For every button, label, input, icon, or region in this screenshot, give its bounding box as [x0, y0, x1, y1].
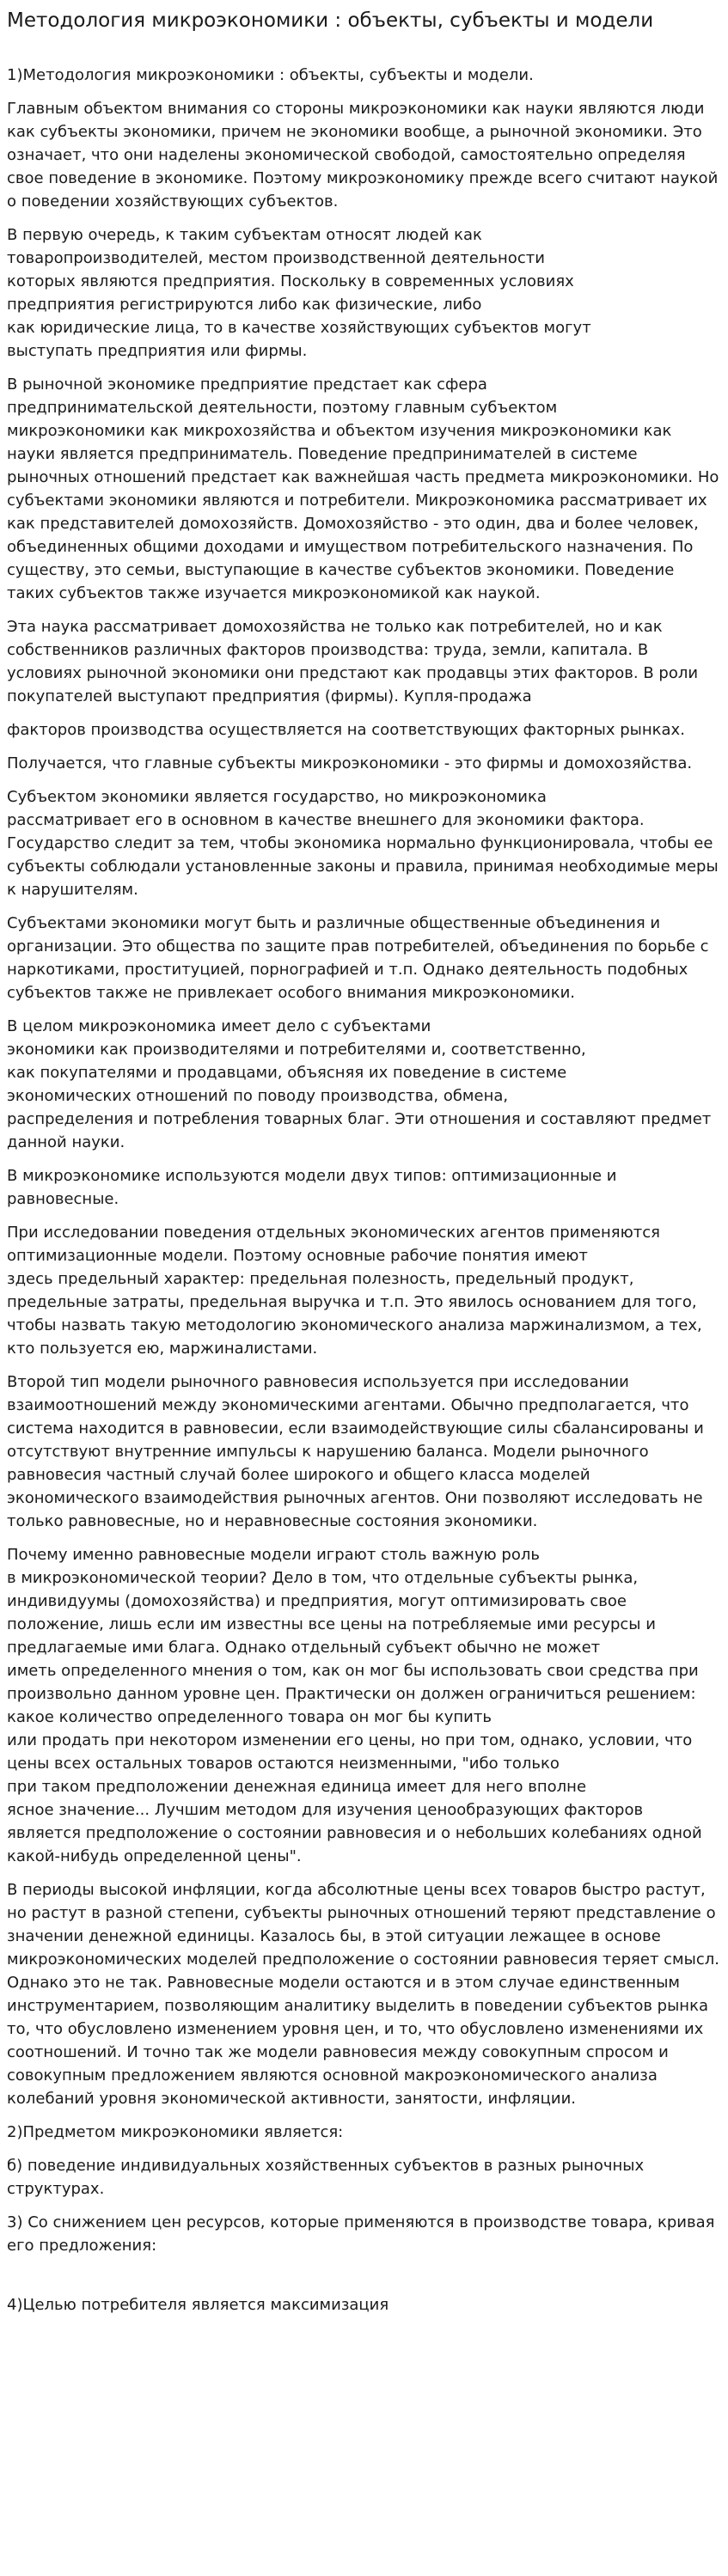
- paragraph-state: Субъектом экономики является государство, но микроэкономика рассматривает его в основном в качестве внешнего для экономики фактора. Государство следит за тем, чтобы экономика нормально функционировала, чтобы ее субъекты соблюдали установленные законы и правила, принимая необходимые меры к нарушителям.: [7, 788, 719, 899]
- paragraph-model-types: В микроэкономике используются модели двух типов: оптимизационные и равновесные.: [7, 1167, 617, 1208]
- paragraph-public-organizations: Субъектами экономики могут быть и различные общественные объединения и организации. Это общества по защите прав потребителей, объединения по борьбе с наркотиками, проституцией, порнографией и т.п. Однако деятельность подобных субъектов также не привлекает особого внимания микроэкономики.: [7, 914, 709, 1002]
- paragraph-question-4: 4)Целью потребителя является максимизация: [7, 2296, 389, 2314]
- paragraph-why-equilibrium: Почему именно равновесные модели играют столь важную роль в микроэкономической теории? Дело в том, что отдельные субъекты рынка, индивидуумы (домохозяйства) и предприятия, могут оптимизировать свое положение, лишь если им известны все цены на потребляемые ими ресурсы и предлагаемые ими блага. Однако отдельный субъект обычно не может иметь определенного мнения о том, как он мог бы использовать свои средства при произвольно данном уровне цен. Практически он должен ограничиться решением: какое количество определенного товара он мог бы купить или продать при некотором изменении его цены, но при том, однако, условии, что цены всех остальных товаров остаются неизменными, "ибо только при таком предположении денежная единица имеет для него вполне ясное значение... Лучшим методом для изучения ценообразующих факторов является предположение о состоянии равновесия и о небольших колебаниях одной какой-нибудь определенной цены".: [7, 1546, 702, 1865]
- paragraph-entrepreneur: В рыночной экономике предприятие предстает как сфера предпринимательской деятельности, поэтому главным субъектом микроэкономики как микрохозяйства и объектом изучения микроэкономики как науки является предприниматель. Поведение предпринимателей в системе рыночных отношений предстает как важнейшая часть предмета микроэкономики. Но субъектами экономики являются и потребители. Микроэкономика рассматривает их как представителей домохозяйств. Домохозяйство - это один, два и более человек, объединенных общими доходами и имуществом потребительского назначения. По существу, это семьи, выступающие в качестве субъектов экономики. Поведение таких субъектов также изучается микроэкономикой как наукой.: [7, 375, 719, 602]
- paragraph-question-3: 3) Со снижением цен ресурсов, которые применяются в производстве товара, кривая его предложения:: [7, 2213, 715, 2255]
- paragraph-inflation: В периоды высокой инфляции, когда абсолютные цены всех товаров быстро растут, но растут в разной степени, субъекты рыночных отношений теряют представление о значении денежной единицы. Казалось бы, в этой ситуации лежащее в основе микроэкономических моделей предположение о состоянии равновесия теряет смысл. Однако это не так. Равновесные модели остаются и в этом случае единственным инструментарием, позволяющим аналитику выделить в поведении субъектов рынка то, что обусловлено изменением уровня цен, и то, что обусловлено изменениями их соотношений. И точно так же модели равновесия между совокупным спросом и совокупным предложением являются основной макроэкономического анализа колебаний уровня экономической активности, занятости, инфляции.: [7, 1881, 719, 2108]
- paragraph-producers: В первую очередь, к таким субъектам относят людей как товаропроизводителей, местом производственной деятельности которых являются предприятия. Поскольку в современных условиях предприятия регистрируются либо как физические, либо как юридические лица, то в качестве хозяйствующих субъектов могут выступать предприятия или фирмы.: [7, 226, 591, 360]
- paragraph-households: Эта наука рассматривает домохозяйства не только как потребителей, но и как собственников различных факторов производства: труда, земли, капитала. В условиях рыночной экономики они предстают как продавцы этих факторов. В роли покупателей выступают предприятия (фирмы). Купля-продажа: [7, 618, 699, 705]
- paragraph-main-object: Главным объектом внимания со стороны микроэкономики как науки являются люди как субъекты экономики, причем не экономики вообще, а рыночной экономики. Это означает, что они наделены экономической свободой, самостоятельно определяя свое поведение в экономике. Поэтому микроэкономику прежде всего считают наукой о поведении хозяйствующих субъектов.: [7, 100, 719, 211]
- paragraph-equilibrium-models: Второй тип модели рыночного равновесия используется при исследовании взаимоотношений между экономическими агентами. Обычно предполагается, что система находится в равновесии, если взаимодействующие силы сбалансированы и отсутствуют внутренние импульсы к нарушению баланса. Модели рыночного равновесия частный случай более широкого и общего класса моделей экономического взаимодействия рыночных агентов. Они позволяют исследовать не только равновесные, но и неравновесные состояния экономики.: [7, 1373, 704, 1530]
- paragraph-optimization-models: При исследовании поведения отдельных экономических агентов применяются оптимизационные модели. Поэтому основные рабочие понятия имеют здесь предельный характер: предельная полезность, предельный продукт, предельные затраты, предельная выручка и т.п. Это явилось основанием для того, чтобы назвать такую методологию экономического анализа маржинализмом, а тех, кто пользуется ею, маржиналистами.: [7, 1224, 702, 1358]
- paragraph-factor-markets: факторов производства осуществляется на соответствующих факторных рынках.: [7, 721, 685, 739]
- paragraph-main-subjects: Получается, что главные субъекты микроэкономики - это фирмы и домохозяйства.: [7, 754, 693, 772]
- page-title: Методология микроэкономики : объекты, субъекты и модели: [7, 9, 654, 32]
- paragraph-section-1-heading: 1)Методология микроэкономики : объекты, субъекты и модели.: [7, 66, 534, 84]
- paragraph-question-2: 2)Предметом микроэкономики является:: [7, 2123, 344, 2141]
- paragraph-subject-summary: В целом микроэкономика имеет дело с субъектами экономики как производителями и потребителями и, соответственно, как покупателями и продавцами, объясняя их поведение в системе экономических отношений по поводу производства, обмена, распределения и потребления товарных благ. Эти отношения и составляют предмет данной науки.: [7, 1017, 712, 1151]
- paragraph-answer-2: б) поведение индивидуальных хозяйственных субъектов в разных рыночных структурах.: [7, 2157, 645, 2198]
